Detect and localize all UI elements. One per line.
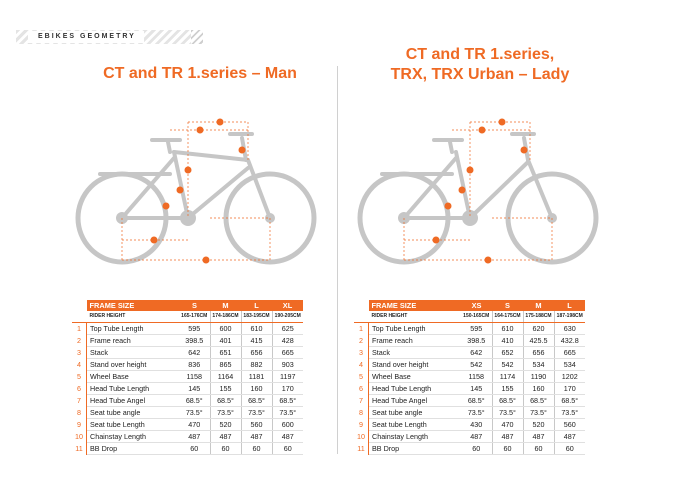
row-label: Frame reach xyxy=(369,335,462,347)
row-value: 652 xyxy=(492,347,523,359)
frame-size-header-row xyxy=(354,300,585,311)
geometry-row xyxy=(72,323,303,335)
geometry-row xyxy=(72,335,303,347)
row-value: 73.5° xyxy=(210,407,241,419)
rider-height-value: 183-195CM xyxy=(241,311,272,323)
frame-size-header-row xyxy=(72,300,303,311)
row-value: 642 xyxy=(179,347,210,359)
geometry-row xyxy=(72,383,303,395)
rider-height-value: 190-205CM xyxy=(272,311,303,323)
rider-height-value: 175-188CM xyxy=(523,311,554,323)
row-value: 534 xyxy=(554,359,585,371)
row-number: 8 xyxy=(354,407,369,419)
row-value: 882 xyxy=(241,359,272,371)
row-value: 170 xyxy=(554,383,585,395)
row-label: BB Drop xyxy=(87,443,180,455)
man-title xyxy=(80,64,320,84)
geometry-row xyxy=(354,359,585,371)
row-number: 7 xyxy=(354,395,369,407)
row-label: BB Drop xyxy=(369,443,462,455)
rider-height-value: 165-176CM xyxy=(179,311,210,323)
row-number: 1 xyxy=(354,323,369,335)
row-value: 73.5° xyxy=(272,407,303,419)
row-value: 642 xyxy=(461,347,492,359)
row-number: 2 xyxy=(72,335,87,347)
row-value: 665 xyxy=(554,347,585,359)
row-value: 425.5 xyxy=(523,335,554,347)
row-value: 60 xyxy=(241,443,272,455)
row-label: Stack xyxy=(87,347,180,359)
row-number: 7 xyxy=(72,395,87,407)
row-value: 487 xyxy=(272,431,303,443)
size-header: M xyxy=(523,300,554,311)
row-number: 9 xyxy=(72,419,87,431)
geometry-row xyxy=(72,371,303,383)
row-value: 534 xyxy=(523,359,554,371)
rider-height-label: RIDER HEIGHT xyxy=(87,311,180,323)
row-value: 656 xyxy=(241,347,272,359)
row-value: 68.5° xyxy=(272,395,303,407)
row-value: 487 xyxy=(461,431,492,443)
row-value: 836 xyxy=(179,359,210,371)
row-value: 1181 xyxy=(241,371,272,383)
geometry-row xyxy=(354,407,585,419)
geometry-row xyxy=(72,359,303,371)
row-label: Top Tube Length xyxy=(87,323,180,335)
row-value: 1158 xyxy=(461,371,492,383)
size-header: L xyxy=(554,300,585,311)
row-number: 11 xyxy=(72,443,87,455)
row-value: 430 xyxy=(461,419,492,431)
row-value: 60 xyxy=(179,443,210,455)
man-title-line: CT and TR 1.series – Man xyxy=(103,65,297,82)
size-header: S xyxy=(179,300,210,311)
row-value: 487 xyxy=(492,431,523,443)
row-value: 1190 xyxy=(523,371,554,383)
row-value: 595 xyxy=(461,323,492,335)
rider-height-label: RIDER HEIGHT xyxy=(369,311,462,323)
frame-size-label: FRAME SIZE xyxy=(87,300,180,311)
size-header: L xyxy=(241,300,272,311)
row-number: 10 xyxy=(354,431,369,443)
row-value: 487 xyxy=(210,431,241,443)
row-value: 520 xyxy=(523,419,554,431)
row-value: 160 xyxy=(523,383,554,395)
row-value: 656 xyxy=(523,347,554,359)
row-number: 3 xyxy=(354,347,369,359)
man-bike-diagram xyxy=(70,110,330,280)
row-value: 560 xyxy=(554,419,585,431)
row-number: 10 xyxy=(72,431,87,443)
row-value: 1164 xyxy=(210,371,241,383)
row-value: 487 xyxy=(179,431,210,443)
row-number: 8 xyxy=(72,407,87,419)
row-label: Seat tube angle xyxy=(369,407,462,419)
row-number: 5 xyxy=(354,371,369,383)
row-value: 68.5° xyxy=(210,395,241,407)
row-value: 610 xyxy=(241,323,272,335)
geometry-row xyxy=(354,347,585,359)
row-label: Chainstay Length xyxy=(87,431,180,443)
row-value: 68.5° xyxy=(523,395,554,407)
row-label: Top Tube Length xyxy=(369,323,462,335)
row-value: 60 xyxy=(554,443,585,455)
row-value: 68.5° xyxy=(492,395,523,407)
row-number: 6 xyxy=(354,383,369,395)
row-value: 401 xyxy=(210,335,241,347)
man-geometry-rows xyxy=(72,323,303,455)
row-number: 5 xyxy=(72,371,87,383)
row-value: 470 xyxy=(179,419,210,431)
section-header: EBIKES GEOMETRY xyxy=(28,31,144,43)
row-value: 665 xyxy=(272,347,303,359)
row-value: 155 xyxy=(492,383,523,395)
row-label: Stack xyxy=(369,347,462,359)
row-label: Frame reach xyxy=(87,335,180,347)
row-label: Head Tube Length xyxy=(87,383,180,395)
geometry-row xyxy=(72,395,303,407)
row-value: 487 xyxy=(554,431,585,443)
row-value: 1197 xyxy=(272,371,303,383)
lady-geometry-table xyxy=(354,300,585,455)
geometry-row xyxy=(354,431,585,443)
row-value: 1202 xyxy=(554,371,585,383)
row-number: 11 xyxy=(354,443,369,455)
row-number: 6 xyxy=(72,383,87,395)
row-label: Seat tube Length xyxy=(369,419,462,431)
row-value: 470 xyxy=(492,419,523,431)
row-value: 145 xyxy=(179,383,210,395)
row-value: 620 xyxy=(523,323,554,335)
row-value: 432.8 xyxy=(554,335,585,347)
lady-title xyxy=(360,45,600,85)
row-value: 595 xyxy=(179,323,210,335)
row-value: 487 xyxy=(241,431,272,443)
size-header: XS xyxy=(461,300,492,311)
geometry-row xyxy=(72,347,303,359)
row-value: 398.5 xyxy=(461,335,492,347)
header-stripe-end xyxy=(191,30,203,44)
row-value: 68.5° xyxy=(241,395,272,407)
lady-bike-diagram xyxy=(352,110,612,280)
row-label: Seat tube Length xyxy=(87,419,180,431)
row-value: 73.5° xyxy=(241,407,272,419)
row-number: 2 xyxy=(354,335,369,347)
row-value: 487 xyxy=(523,431,554,443)
geometry-row xyxy=(354,443,585,455)
lady-title-line-1: CT and TR 1.series, xyxy=(405,46,555,63)
row-label: Chainstay Length xyxy=(369,431,462,443)
row-value: 1158 xyxy=(179,371,210,383)
row-value: 145 xyxy=(461,383,492,395)
row-value: 73.5° xyxy=(461,407,492,419)
row-number: 3 xyxy=(72,347,87,359)
rider-height-row xyxy=(354,311,585,323)
row-value: 68.5° xyxy=(179,395,210,407)
row-value: 865 xyxy=(210,359,241,371)
row-label: Wheel Base xyxy=(369,371,462,383)
row-value: 73.5° xyxy=(554,407,585,419)
row-label: Head Tube Angel xyxy=(369,395,462,407)
row-value: 415 xyxy=(241,335,272,347)
row-value: 398.5 xyxy=(179,335,210,347)
rider-height-value: 187-198CM xyxy=(554,311,585,323)
row-value: 73.5° xyxy=(179,407,210,419)
row-value: 520 xyxy=(210,419,241,431)
geometry-row xyxy=(72,419,303,431)
row-number: 9 xyxy=(354,419,369,431)
row-value: 60 xyxy=(210,443,241,455)
row-value: 610 xyxy=(492,323,523,335)
row-value: 428 xyxy=(272,335,303,347)
row-value: 903 xyxy=(272,359,303,371)
row-label: Seat tube angle xyxy=(87,407,180,419)
column-divider xyxy=(337,66,338,454)
geometry-row xyxy=(354,323,585,335)
geometry-row xyxy=(72,407,303,419)
row-value: 600 xyxy=(210,323,241,335)
row-value: 160 xyxy=(241,383,272,395)
row-value: 60 xyxy=(492,443,523,455)
rider-height-row xyxy=(72,311,303,323)
row-value: 60 xyxy=(272,443,303,455)
man-geometry-table xyxy=(72,300,303,455)
row-value: 60 xyxy=(461,443,492,455)
lady-geometry-rows xyxy=(354,323,585,455)
row-number: 4 xyxy=(72,359,87,371)
geometry-row xyxy=(354,419,585,431)
size-header: S xyxy=(492,300,523,311)
row-value: 600 xyxy=(272,419,303,431)
row-value: 1174 xyxy=(492,371,523,383)
row-value: 651 xyxy=(210,347,241,359)
row-number: 4 xyxy=(354,359,369,371)
row-value: 542 xyxy=(461,359,492,371)
geometry-row xyxy=(72,431,303,443)
lady-title-line-2: TRX, TRX Urban – Lady xyxy=(390,66,570,83)
row-label: Wheel Base xyxy=(87,371,180,383)
row-label: Head Tube Angel xyxy=(87,395,180,407)
rider-height-value: 150-165CM xyxy=(461,311,492,323)
row-value: 60 xyxy=(523,443,554,455)
rider-height-value: 174-186CM xyxy=(210,311,241,323)
geometry-row xyxy=(354,383,585,395)
rider-height-value: 164-175CM xyxy=(492,311,523,323)
row-value: 73.5° xyxy=(492,407,523,419)
size-header: M xyxy=(210,300,241,311)
row-value: 542 xyxy=(492,359,523,371)
geometry-row xyxy=(354,335,585,347)
row-value: 170 xyxy=(272,383,303,395)
row-value: 410 xyxy=(492,335,523,347)
row-value: 560 xyxy=(241,419,272,431)
row-value: 625 xyxy=(272,323,303,335)
geometry-row xyxy=(72,443,303,455)
geometry-row xyxy=(354,371,585,383)
row-value: 68.5° xyxy=(554,395,585,407)
row-number: 1 xyxy=(72,323,87,335)
row-label: Head Tube Length xyxy=(369,383,462,395)
geometry-row xyxy=(354,395,585,407)
row-value: 155 xyxy=(210,383,241,395)
row-label: Stand over height xyxy=(369,359,462,371)
size-header: XL xyxy=(272,300,303,311)
row-value: 68.5° xyxy=(461,395,492,407)
row-value: 630 xyxy=(554,323,585,335)
row-value: 73.5° xyxy=(523,407,554,419)
frame-size-label: FRAME SIZE xyxy=(369,300,462,311)
row-label: Stand over height xyxy=(87,359,180,371)
